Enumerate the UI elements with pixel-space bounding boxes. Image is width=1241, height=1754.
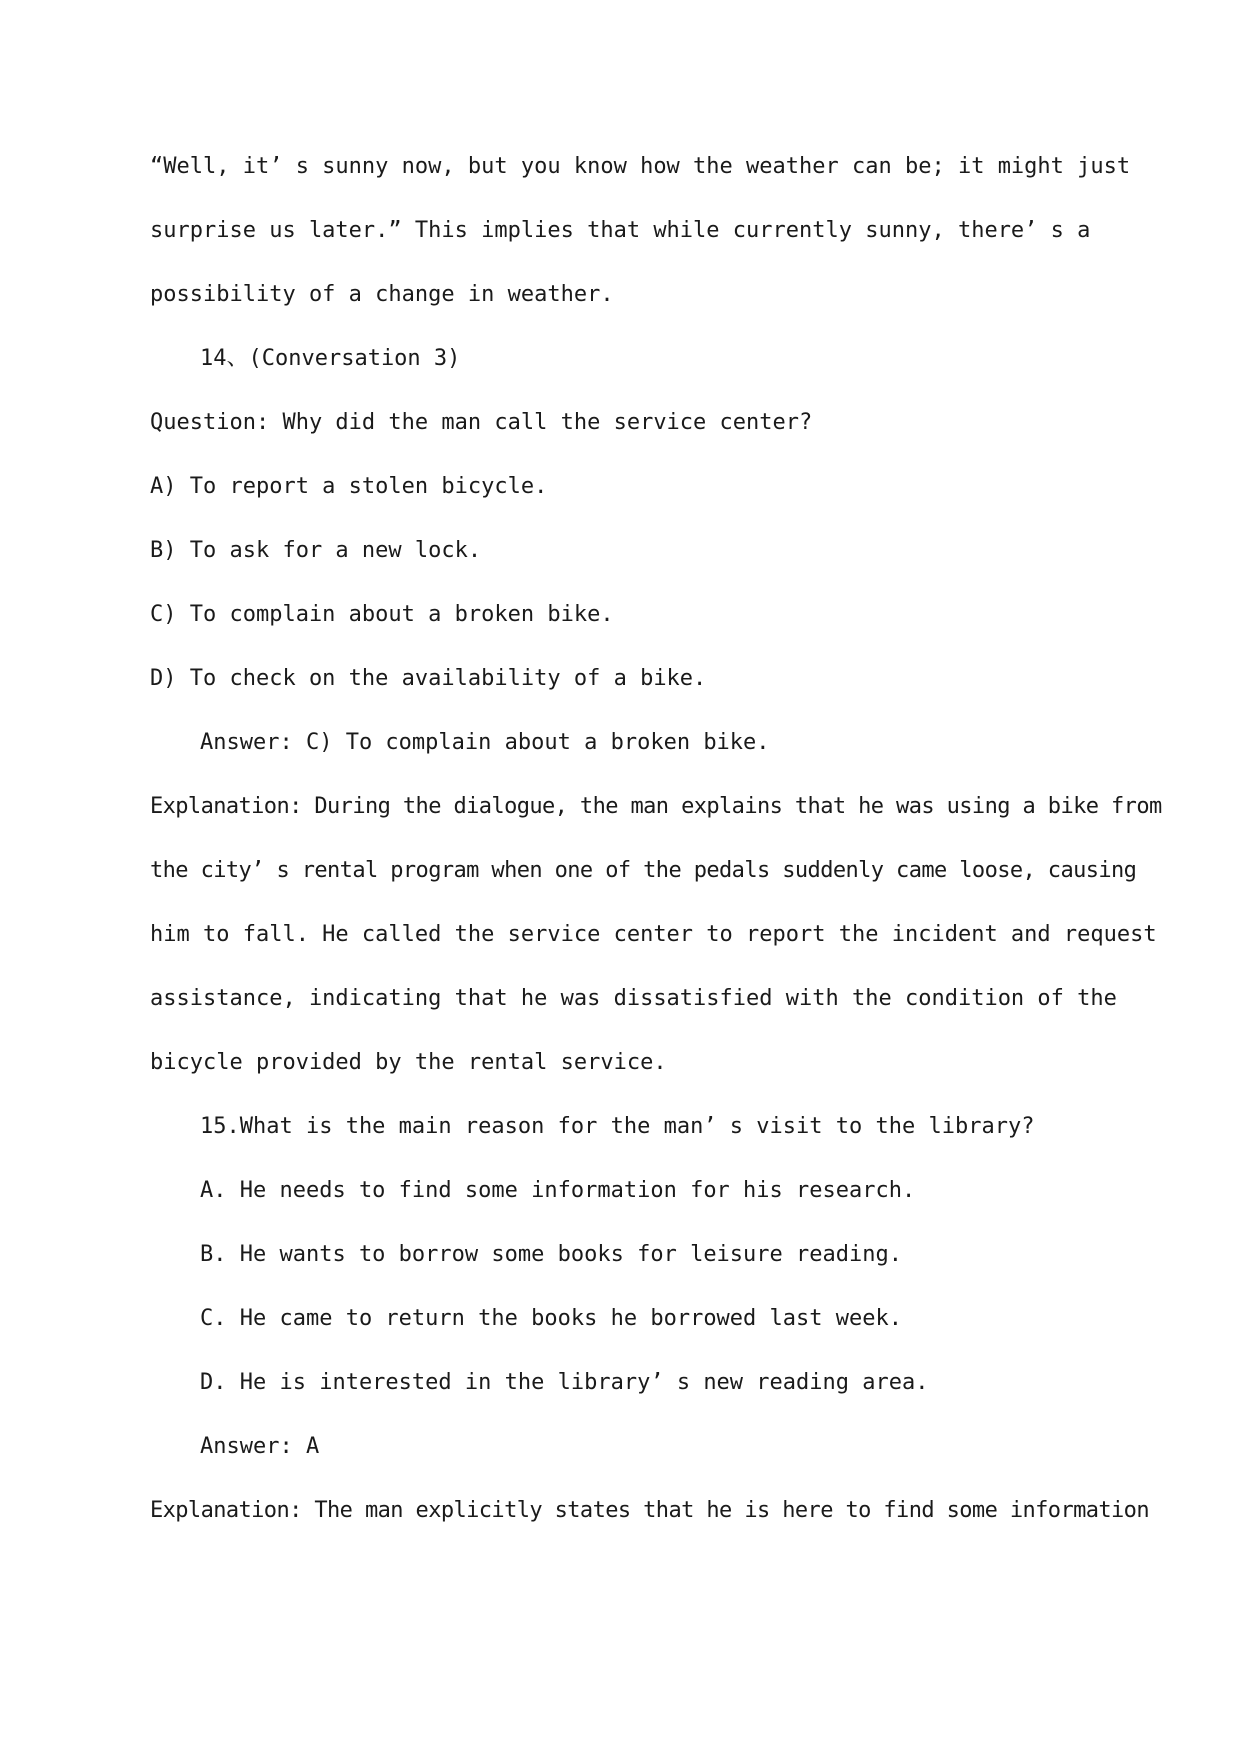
explanation-line: Explanation: The man explicitly states that he is here to find some information bbox=[150, 1498, 1149, 1523]
option-c: C) To complain about a broken bike. bbox=[150, 602, 614, 627]
text-line: surprise us later.” This implies that while currently sunny, there’ s a bbox=[150, 218, 1091, 243]
option-a: A) To report a stolen bicycle. bbox=[150, 474, 548, 499]
question-heading: 14、(Conversation 3) bbox=[200, 346, 461, 371]
explanation-line: Explanation: During the dialogue, the man explains that he was using a bike from bbox=[150, 794, 1162, 819]
question-text: 15.What is the main reason for the man’ s visit to the library? bbox=[200, 1114, 1035, 1139]
question-text: Question: Why did the man call the service center? bbox=[150, 410, 813, 435]
explanation-line: assistance, indicating that he was dissatisfied with the condition of the bbox=[150, 986, 1117, 1011]
answer-line: Answer: A bbox=[200, 1434, 320, 1459]
text-line: possibility of a change in weather. bbox=[150, 282, 614, 307]
text-line: “Well, it’ s sunny now, but you know how the weather can be; it might just bbox=[150, 154, 1131, 179]
option-b: B) To ask for a new lock. bbox=[150, 538, 482, 563]
option-c: C. He came to return the books he borrowed last week. bbox=[200, 1306, 902, 1331]
answer-line: Answer: C) To complain about a broken bike. bbox=[200, 730, 770, 755]
option-d: D. He is interested in the library’ s new reading area. bbox=[200, 1370, 929, 1395]
explanation-line: him to fall. He called the service center to report the incident and request bbox=[150, 922, 1157, 947]
explanation-line: bicycle provided by the rental service. bbox=[150, 1050, 667, 1075]
explanation-line: the city’ s rental program when one of the pedals suddenly came loose, causing bbox=[150, 858, 1137, 883]
option-b: B. He wants to borrow some books for leisure reading. bbox=[200, 1242, 902, 1267]
option-a: A. He needs to find some information for his research. bbox=[200, 1178, 916, 1203]
option-d: D) To check on the availability of a bike. bbox=[150, 666, 707, 691]
